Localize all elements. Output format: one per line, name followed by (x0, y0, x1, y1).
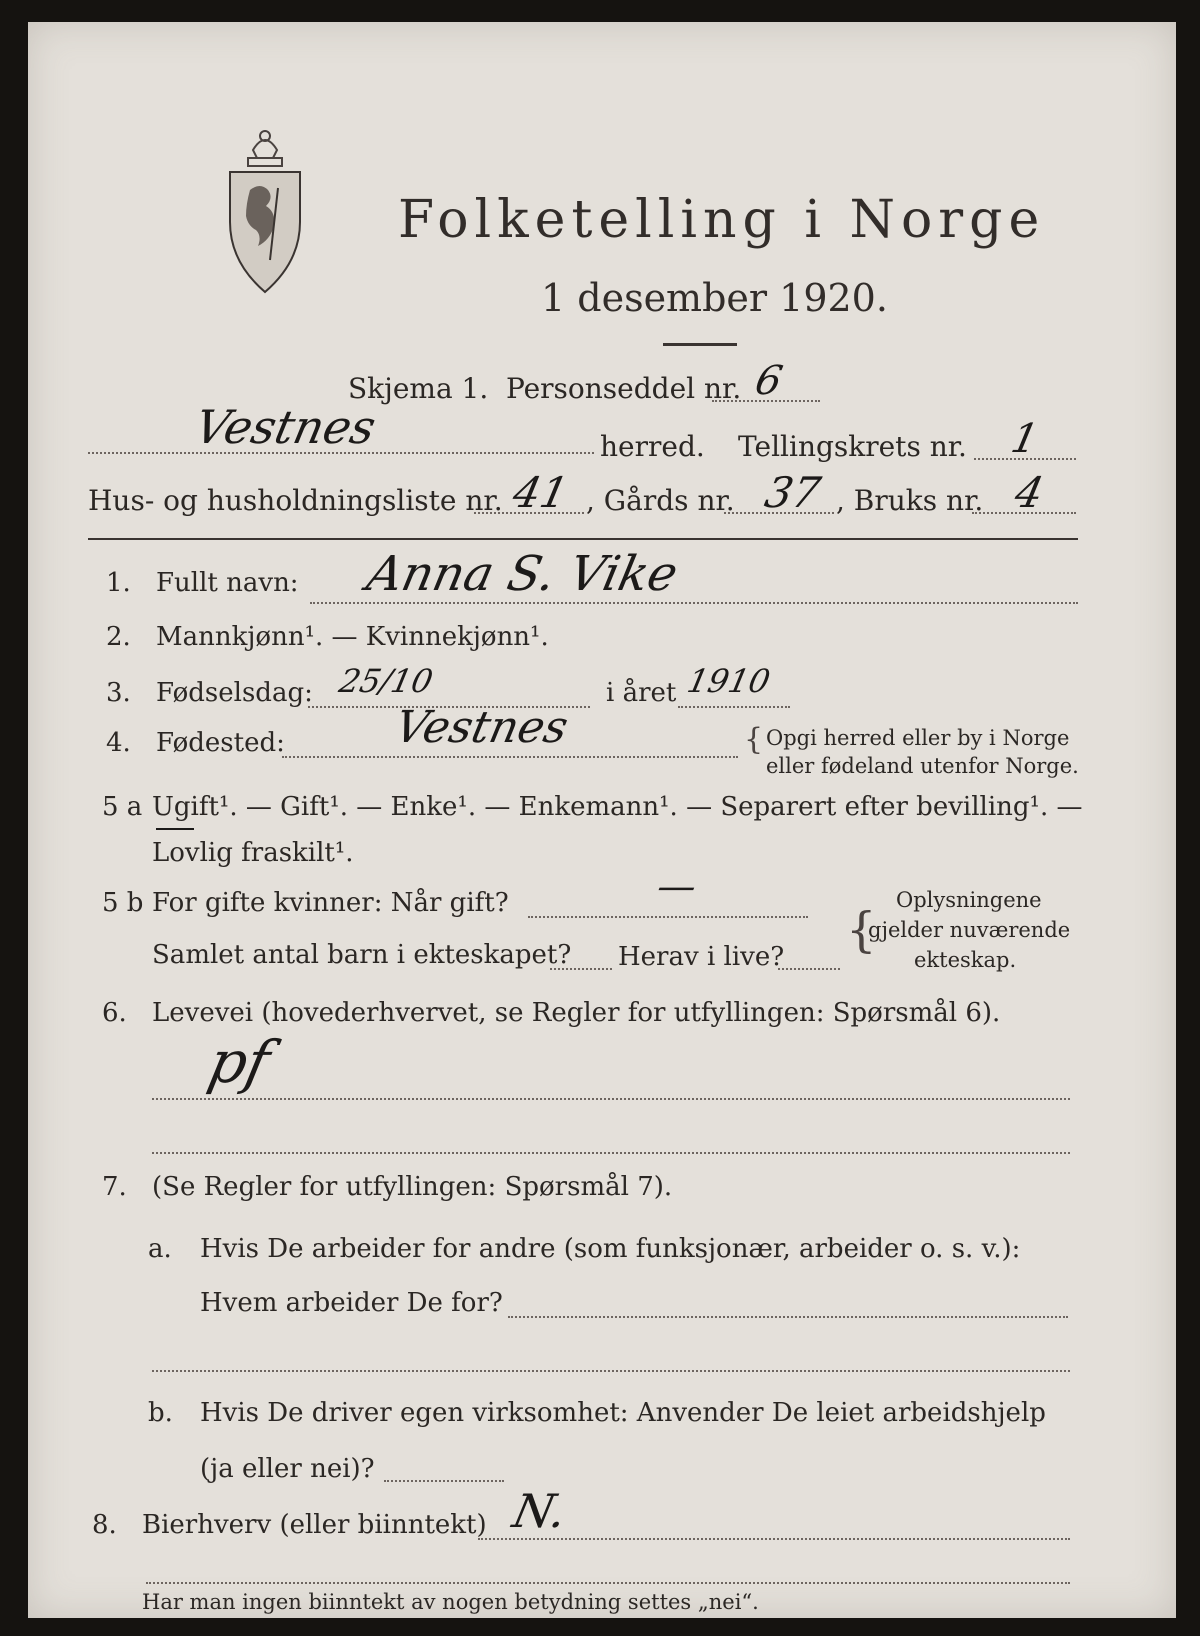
hus-value: 41 (508, 468, 573, 517)
q7b-line1: Hvis De driver egen virksomhet: Anvender De leiet arbeidshjelp (200, 1398, 1046, 1428)
q5b-number: 5 b (102, 888, 144, 918)
q7b-line2: (ja eller nei)? (200, 1454, 375, 1484)
form-title: Folketelling i Norge (398, 190, 1046, 250)
q1-number: 1. (106, 568, 131, 598)
q1-field[interactable] (310, 602, 1078, 604)
bruks-value: 4 (1010, 468, 1048, 517)
q4-number: 4. (106, 728, 131, 758)
q7b-letter: b. (148, 1398, 173, 1428)
q6-field-line2[interactable] (152, 1152, 1070, 1154)
tellingskrets-value: 1 (1007, 416, 1043, 462)
herred-value: Vestnes (190, 400, 381, 454)
title-divider (663, 343, 737, 346)
q7-label: (Se Regler for utfyllingen: Spørsmål 7). (152, 1172, 673, 1202)
q6-number: 6. (102, 998, 127, 1028)
hus-label: Hus- og husholdningsliste nr. (88, 484, 503, 517)
q4-note-line2: eller fødeland utenfor Norge. (766, 754, 1079, 778)
personseddel-label: Personseddel nr. (506, 372, 742, 405)
q7a-field-line1[interactable] (508, 1316, 1068, 1318)
personseddel-value: 6 (751, 358, 787, 404)
q3-number: 3. (106, 678, 131, 708)
q3-year-value: 1910 (683, 662, 774, 700)
q5a-number: 5 a (102, 792, 143, 822)
q7b-field[interactable] (384, 1480, 504, 1482)
q5b-gift-value: — (653, 864, 701, 908)
q5a-ugift-underline (156, 828, 194, 830)
q7-number: 7. (102, 1172, 127, 1202)
q4-note-line1: Opgi herred eller by i Norge (766, 726, 1070, 750)
q1-value: Anna S. Vike (362, 546, 683, 602)
q5b-note-line1: Oplysningene (896, 888, 1042, 912)
q4-field[interactable] (282, 756, 738, 758)
q4-value: Vestnes (390, 702, 573, 753)
q2-label: Mannkjønn¹. — Kvinnekjønn¹. (156, 622, 549, 652)
gards-label: , Gårds nr. (586, 484, 735, 517)
q5b-note-brace: { (846, 902, 877, 958)
q8-value: N. (508, 1484, 572, 1538)
q7a-line2: Hvem arbeider De for? (200, 1288, 503, 1318)
q3-year-label: i året (606, 678, 677, 708)
q7a-field-line2[interactable] (152, 1370, 1070, 1372)
q7a-line1: Hvis De arbeider for andre (som funksjonær, arbeider o. s. v.): (200, 1234, 1021, 1264)
q8-number: 8. (92, 1510, 117, 1540)
q5b-live-label: Herav i live? (618, 942, 785, 972)
gards-value: 37 (760, 468, 825, 517)
q3-value: 25/10 (335, 662, 437, 700)
coat-of-arms-icon (220, 110, 310, 300)
form-date: 1 desember 1920. (541, 276, 888, 320)
q5b-gift-field[interactable] (528, 916, 808, 918)
q4-note-brace: { (744, 722, 764, 757)
q2-number: 2. (106, 622, 131, 652)
bruks-label: , Bruks nr. (836, 484, 984, 517)
q8-field-line1[interactable] (478, 1538, 1070, 1540)
q5b-line1: For gifte kvinner: Når gift? (152, 888, 509, 918)
q5b-note-line2: gjelder nuværende (868, 918, 1071, 942)
census-form-page (28, 22, 1176, 1618)
q3-year-field[interactable] (678, 706, 790, 708)
q5a-line2: Lovlig fraskilt¹. (152, 838, 354, 868)
herred-label: herred. (600, 430, 705, 463)
q6-field-line1[interactable] (152, 1098, 1070, 1100)
q3-label: Fødselsdag: (156, 678, 313, 708)
skjema-label: Skjema 1. (348, 372, 489, 405)
footnote: Har man ingen biinntekt av nogen betydning settes „nei“. (142, 1590, 759, 1614)
q5b-line2: Samlet antal barn i ekteskapet? (152, 940, 572, 970)
q1-label: Fullt navn: (156, 568, 299, 598)
q7a-letter: a. (148, 1234, 172, 1264)
q6-label: Levevei (hovederhvervet, se Regler for utfyllingen: Spørsmål 6). (152, 998, 1001, 1028)
q5b-live-field[interactable] (778, 968, 840, 970)
q8-label: Bierhverv (eller biinntekt) (142, 1510, 487, 1540)
header-rule (88, 538, 1078, 540)
q6-value: pf (202, 1028, 276, 1096)
q4-label: Fødested: (156, 728, 285, 758)
tellingskrets-label: Tellingskrets nr. (738, 430, 967, 463)
q5b-note-line3: ekteskap. (914, 948, 1017, 972)
q5a-line1: Ugift¹. — Gift¹. — Enke¹. — Enkemann¹. — Separert efter bevilling¹. — (152, 792, 1083, 822)
q5b-barn-field[interactable] (550, 968, 612, 970)
q8-field-line2[interactable] (146, 1582, 1070, 1584)
